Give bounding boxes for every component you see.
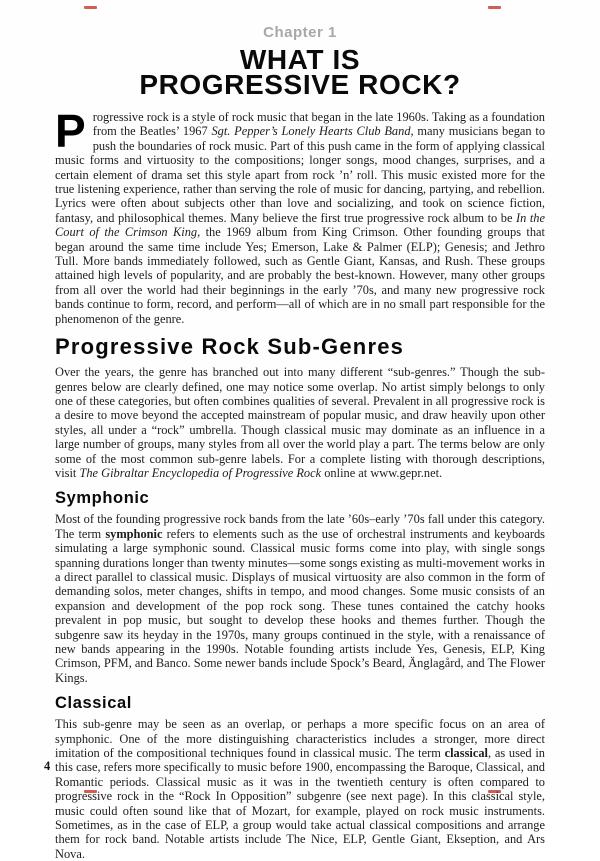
drop-cap: P bbox=[55, 105, 86, 157]
paragraph-intro-text: rogressive rock is a style of rock music that began in the late 1960s. Taking as a foundation from the Beatles’ 1967 Sgt. Pepper’s Lonely Hearts Club Band, many musicians began to push the boundaries of rock music. Part of this push came in the form of applying classical music forms and virtuosity to the compositions; longer songs, mood changes, surprises, and a certain element of drama set this style apart from rock ’n’ roll. This music existed more for the true listening experience, rather than serving the role of music for dancing, partying, and rebellion. Lyrics were often about subjects other than love and socializing, and took on science fiction, fantasy, and philosophical themes. Many believe the first true progressive rock album to be In the Court of the Crimson King, the 1969 album from King Crimson. Other founding groups that began around the same time include Yes; Emerson, Lake & Palmer (ELP); Genesis; and Jethro Tull. More bands immediately followed, such as Gentle Giant, Kansas, and Rush. These groups attained high levels of popularity, and are probably the best-known. However, many other groups from all over the world had their beginnings in the early ’70s, and many new progressive rock bands continue to form, record, and perform—all of which are in no small part responsible for the phenomenon of the genre. bbox=[55, 110, 546, 326]
chapter-label: Chapter 1 bbox=[263, 24, 337, 41]
subsection-heading-classical: Classical bbox=[55, 694, 132, 713]
page-title-line1: WHAT IS bbox=[239, 44, 361, 75]
registration-mark-top-right bbox=[488, 6, 501, 9]
paragraph-classical: This sub-genre may be seen as an overlap, or perhaps a more specific focus on an area of symphonic. One of the more distinguishing characteristics includes a stronger, more direct imitation of the compositional techniques found in classical music. The term classical, as used in this case, refers more specifically to music before 1900, encompassing the Baroque, Classical, and Romantic periods. Classical music as it was in the twentieth century is often compared to progressive rock in the “Rock In Opposition” subgenre (see next page). In this classical style, music could often sound like that of Mozart, for example, played on rock music instruments. Sometimes, as in the case of ELP, a group would take actual classical compositions and arrange them for rock band. Notable artists include The Nice, ELP, Gentle Giant, Ekseption, and Ars Nova. bbox=[55, 717, 546, 861]
subsection-heading-symphonic: Symphonic bbox=[55, 489, 150, 508]
paragraph-subgenres-intro: Over the years, the genre has branched out into many different “sub-genres.” Though the sub-genres below are clearly defined, one may notice some overlap. No artist simply belongs to only one of these categories, but often combines qualities of several. Prevalent in all progressive rock is a desire to move beyond the accepted mainstream of popular music, and draw heavily upon other styles, all under a “rock” umbrella. Though classical music may dominate as an influence in a large number of groups, many styles from all over the world play a part. The terms below are only some of the most common sub-genre labels. For a complete listing with thorough descriptions, visit The Gibraltar Encyclopedia of Progressive Rock online at www.gepr.net. bbox=[55, 365, 545, 480]
registration-mark-top-left bbox=[84, 6, 97, 9]
page-title bbox=[55, 44, 545, 100]
section-heading-subgenres: Progressive Rock Sub-Genres bbox=[55, 334, 405, 360]
page-title-line2: PROGRESSIVE ROCK? bbox=[139, 69, 461, 100]
page-content bbox=[55, 24, 545, 861]
page-number: 4 bbox=[44, 759, 51, 773]
paragraph-symphonic: Most of the founding progressive rock bands from the late ’60s–early ’70s fall under this category. The term symphonic refers to elements such as the use of orchestral instruments and keyboards simulating a large symphonic sound. Classical music forms come into play, with single songs spanning durations longer than twenty minutes—some songs existing as multi-movement works in a direct parallel to classical music. Displays of musical virtuosity are also common in the form of demanding solos, meter changes, shifts in tempo, and mood changes. Some music consists of an expansion and development of the pop rock song. These tunes contained the catchy hooks prevalent in pop music, but sought to develop these hooks and themes further. Though the subgenre saw its heyday in the 1970s, many groups continued in the style, with a renaissance of new bands appearing in the 1990s. Notable founding artists include Yes, Genesis, ELP, King Crimson, PFM, and Banco. Some newer bands include Spock’s Beard, Änglagård, and The Flower Kings. bbox=[55, 512, 545, 685]
paragraph-intro bbox=[55, 105, 546, 326]
